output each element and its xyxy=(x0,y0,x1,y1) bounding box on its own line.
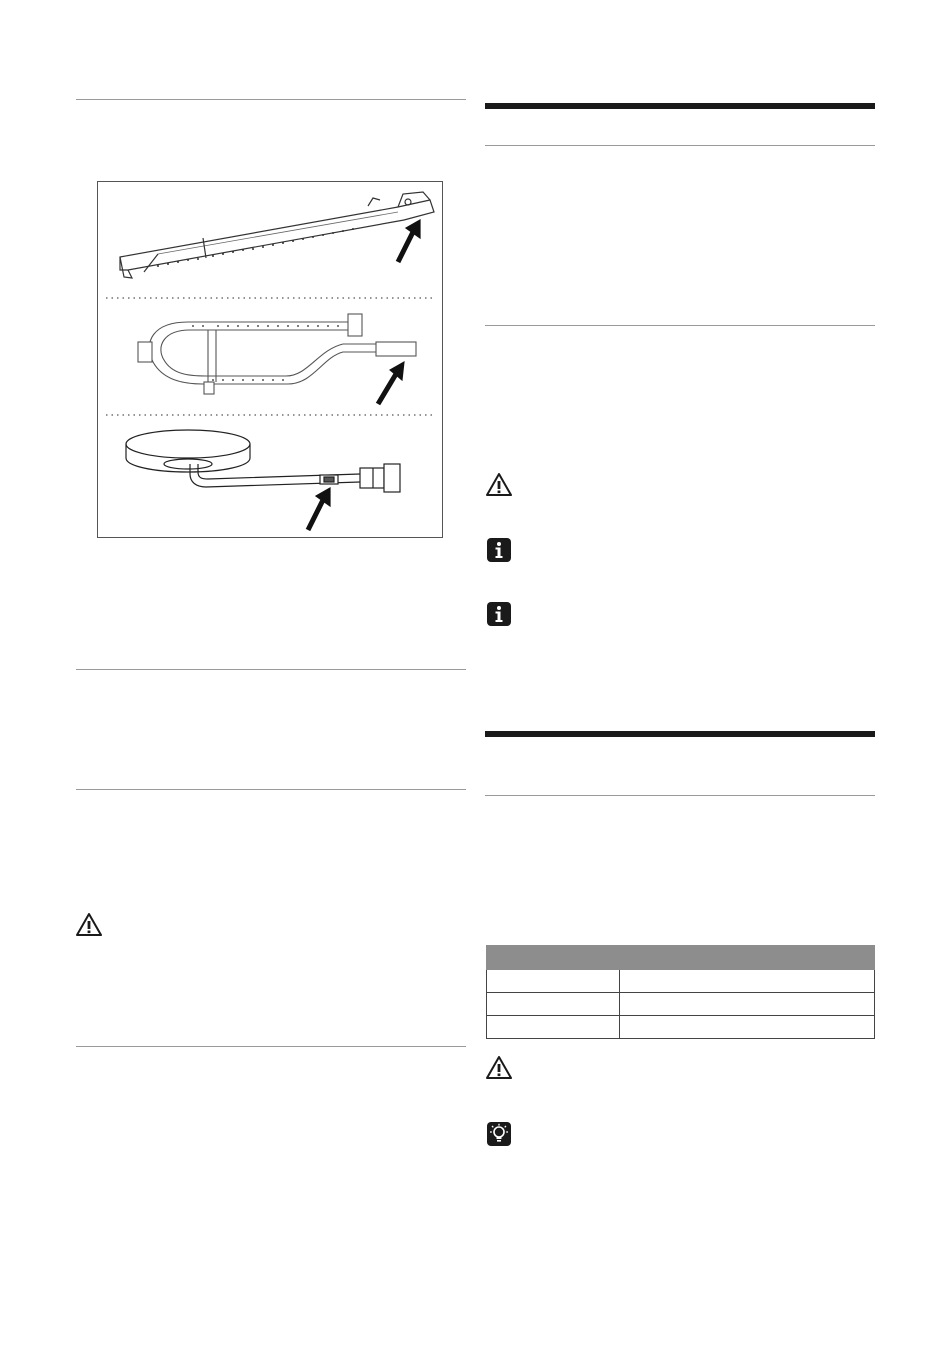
lightbulb-icon xyxy=(486,1121,512,1147)
table-row xyxy=(487,1016,875,1039)
table-cell xyxy=(487,970,620,993)
table-row xyxy=(487,993,875,1016)
left-section-rule-2 xyxy=(76,669,466,670)
right-section-rule-3 xyxy=(485,795,875,796)
u-shaped-burner xyxy=(138,314,416,404)
warning-triangle-icon xyxy=(486,1055,512,1081)
spec-table xyxy=(486,945,875,1039)
burner-illustration xyxy=(98,182,444,539)
info-icon xyxy=(486,537,512,563)
left-section-rule-4 xyxy=(76,1046,466,1047)
table-cell xyxy=(620,970,875,993)
burner-figure xyxy=(97,181,443,538)
spec-table-header-cell xyxy=(620,946,875,970)
warning-triangle-icon xyxy=(76,912,102,938)
table-cell xyxy=(487,993,620,1016)
right-section-rule-2 xyxy=(485,325,875,326)
info-icon xyxy=(486,601,512,627)
spec-table-header-row xyxy=(487,946,875,970)
straight-tube-burner xyxy=(120,192,434,278)
right-heading-bar-1 xyxy=(485,103,875,109)
left-section-rule-3 xyxy=(76,789,466,790)
table-cell xyxy=(487,1016,620,1039)
round-side-burner xyxy=(126,430,400,530)
table-cell xyxy=(620,1016,875,1039)
spec-table-header-cell xyxy=(487,946,620,970)
table-row xyxy=(487,970,875,993)
right-section-rule-1 xyxy=(485,145,875,146)
right-heading-bar-2 xyxy=(485,731,875,737)
left-section-rule-1 xyxy=(76,99,466,100)
table-cell xyxy=(620,993,875,1016)
warning-triangle-icon xyxy=(486,472,512,498)
